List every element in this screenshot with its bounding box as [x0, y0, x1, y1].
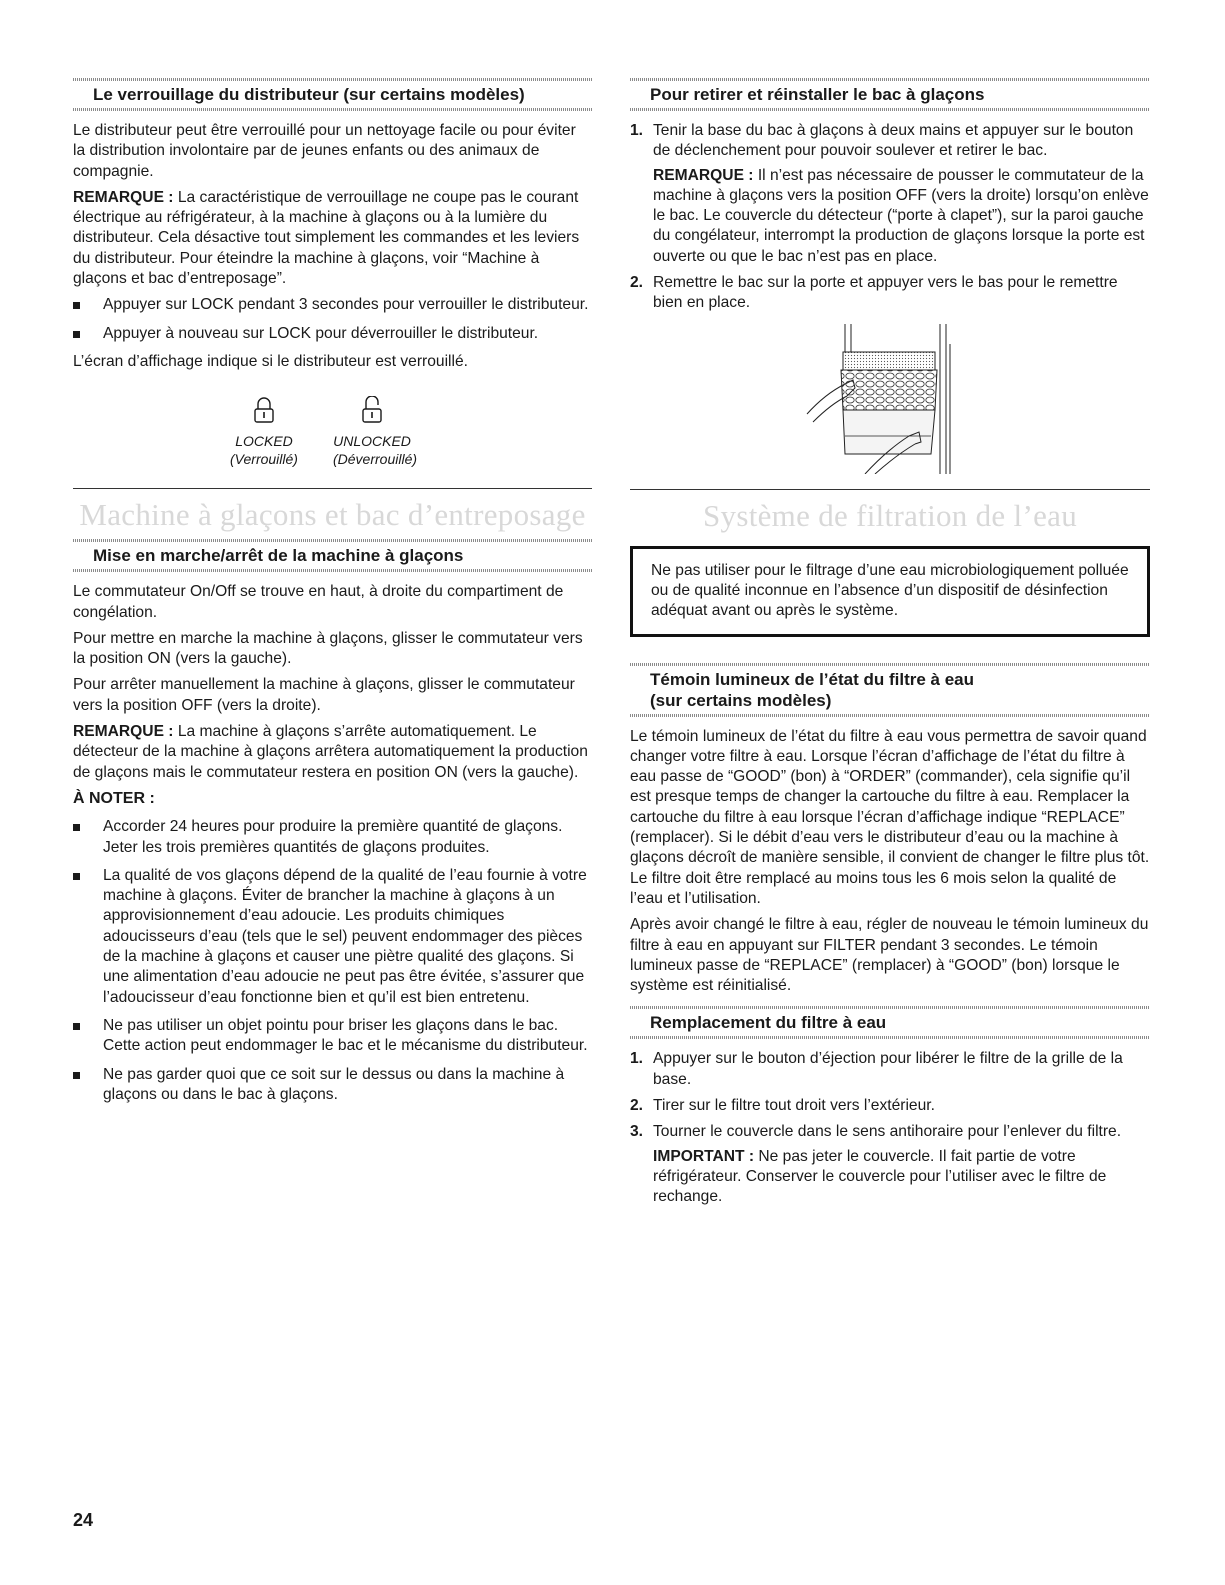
note-text: Ne pas jeter le couvercle. Il fait partie de votre réfrigérateur. Conserver le couvercle pour l’utiliser avec le filtre de rechange.	[653, 1147, 1107, 1206]
heading-remove-ice-bin: Pour retirer et réinstaller le bac à glaçons	[650, 85, 985, 104]
list-item	[630, 1096, 1150, 1116]
heading-filter-replacement: Remplacement du filtre à eau	[650, 1013, 887, 1033]
note-paragraph	[73, 722, 592, 783]
section-title-ice-maker: Machine à glaçons et bac d’entreposage	[79, 497, 586, 533]
note-paragraph	[653, 1147, 1150, 1208]
section-divider	[73, 488, 592, 489]
list-item	[630, 1122, 1150, 1207]
dotted-rule	[73, 569, 592, 572]
lock-icons	[225, 396, 592, 468]
note-text: La caractéristique de verrouillage ne coupe pas le courant électrique au réfrigérateur, à la machine à glaçons ou à la lumière du distributeur. Cela désactive tout simplement les commandes et les leviers du distributeur. Pour éteindre la machine à glaçons, voir “Machine à glaçons et bac d’entreposage”.	[73, 188, 580, 288]
bullet-list	[73, 817, 592, 1105]
note-label: IMPORTANT :	[653, 1147, 755, 1165]
list-item: Accorder 24 heures pour produire la première quantité de glaçons. Jeter les trois premières quantités de glaçons produites.	[73, 817, 592, 858]
section-heading	[630, 1006, 1150, 1039]
list-item	[630, 1049, 1150, 1090]
section-heading	[73, 539, 592, 572]
paragraph: Le distributeur peut être verrouillé pour un nettoyage facile ou pour éviter la distribution involontaire par de jeunes enfants ou des animaux de compagnie.	[73, 122, 576, 180]
section-heading	[630, 663, 1150, 717]
lock-label: LOCKED	[235, 433, 293, 450]
heading-filter-status-subtitle: (sur certains modèles)	[650, 690, 832, 710]
list-item	[630, 273, 1150, 314]
step-text: Appuyer sur le bouton d’éjection pour libérer le filtre de la grille de la base.	[653, 1050, 1123, 1088]
lock-label: UNLOCKED	[333, 433, 411, 450]
note-label: REMARQUE :	[73, 188, 174, 206]
dotted-rule	[630, 108, 1150, 111]
step-text: Tirer sur le filtre tout droit vers l’extérieur.	[653, 1097, 935, 1115]
left-column	[73, 78, 592, 1113]
note-paragraph	[73, 188, 592, 289]
dotted-rule	[630, 714, 1150, 717]
list-item: Appuyer à nouveau sur LOCK pour déverrouiller le distributeur.	[73, 324, 592, 344]
step-text: Tourner le couvercle dans le sens antihoraire pour l’enlever du filtre.	[653, 1123, 1122, 1141]
section-divider	[630, 489, 1150, 490]
section-heading	[630, 78, 1150, 111]
note-label: REMARQUE :	[653, 166, 754, 184]
ice-bin-illustration	[805, 324, 975, 474]
section-title-water-filtration: Système de filtration de l’eau	[703, 497, 1077, 533]
numbered-list	[630, 121, 1150, 314]
list-item: Ne pas utiliser un objet pointu pour briser les glaçons dans le bac. Cette action peut endommager le bac et le mécanisme du distributeur.	[73, 1016, 592, 1057]
list-item: Ne pas garder quoi que ce soit sur le dessus ou dans la machine à glaçons ou dans le bac à glaçons.	[73, 1065, 592, 1106]
note-paragraph	[653, 166, 1150, 267]
notice-label: À NOTER :	[73, 789, 155, 807]
step-number: 1.	[630, 1050, 644, 1068]
dotted-rule	[73, 108, 592, 111]
section-heading	[73, 78, 592, 111]
paragraph: Le témoin lumineux de l’état du filtre à eau vous permettra de savoir quand changer votre filtre à eau. Lorsque l’écran d’affichage de l’état du filtre à eau passe de “GOOD” (bon) à “ORDER” (commander), cela signifie qu’il est presque temps de changer la cartouche du filtre à eau. Remplacer la cartouche du filtre à eau lorsque l’écran d’affichage indique “REPLACE” (remplacer). Si le débit d’eau vers le distributeur d’eau ou la machine à glaçons décroît de manière sensible, il convient de changer le filtre plus tôt. Le filtre doit être remplacé au moins tous les 6 mois selon la qualité de l’eau et l’utilisation.	[630, 727, 1150, 907]
step-text: Remettre le bac sur la porte et appuyer vers le bas pour le remettre bien en place.	[653, 274, 1118, 312]
paragraph: Pour arrêter manuellement la machine à glaçons, glisser le commutateur vers la position OFF (vers la droite).	[73, 676, 575, 714]
dotted-rule	[73, 539, 592, 542]
heading-dispenser-lock: Le verrouillage du distributeur (sur certains modèles)	[93, 85, 525, 104]
heading-ice-maker-switch: Mise en marche/arrêt de la machine à glaçons	[93, 546, 464, 566]
step-number: 2.	[630, 1097, 644, 1115]
list-item: La qualité de vos glaçons dépend de la qualité de l’eau fournie à votre machine à glaçons. Éviter de brancher la machine à glaçons à un approvisionnement d’eau adoucie. Les produits chimiques adoucisseurs d’eau (tels que le sel) peuvent endommager des pièces de la machine à glaçons et causer une piètre qualité des glaçons. Si une alimentation d’eau adoucie ne peut pas être évitée, s’assurer que l’adoucisseur d’eau fonctionne bien et qu’il est bien entretenu.	[73, 866, 592, 1008]
lock-locked	[225, 396, 303, 468]
step-number: 2.	[630, 274, 644, 292]
paragraph: Pour mettre en marche la machine à glaçons, glisser le commutateur vers la position ON (vers la gauche).	[73, 629, 583, 668]
step-number: 1.	[630, 122, 644, 139]
note-label: REMARQUE :	[73, 723, 174, 741]
lock-sublabel: (Déverrouillé)	[333, 451, 418, 468]
paragraph: Après avoir changé le filtre à eau, régler de nouveau le témoin lumineux du filtre à eau en appuyant sur FILTER pendant 3 secondes. Le témoin lumineux passe de “REPLACE” (remplacer) à “GOOD” (bon) lorsque le système est réinitialisé.	[630, 916, 1149, 995]
list-item	[630, 121, 1150, 267]
dotted-rule	[630, 1006, 1150, 1009]
dotted-rule	[73, 78, 592, 81]
lock-sublabel: (Verrouillé)	[230, 451, 298, 468]
note-text: La machine à glaçons s’arrête automatiquement. Le détecteur de la machine à glaçons arrêtera automatiquement la production de glaçons mais le commutateur restera en position ON (vers la gauche).	[73, 723, 588, 781]
dotted-rule	[630, 663, 1150, 666]
unlocked-icon	[361, 396, 383, 424]
list-item: Appuyer sur LOCK pendant 3 secondes pour verrouiller le distributeur.	[73, 295, 592, 315]
paragraph: Le commutateur On/Off se trouve en haut, à droite du compartiment de congélation.	[73, 583, 564, 621]
right-column	[630, 78, 1150, 1216]
numbered-list	[630, 1049, 1150, 1207]
paragraph: L’écran d’affichage indique si le distributeur est verrouillé.	[73, 352, 468, 370]
lock-unlocked	[333, 396, 418, 468]
note-text: Il n’est pas nécessaire de pousser le commutateur de la machine à glaçons vers la position OFF (vers la droite) lorsqu’on enlève le bac. Le couvercle du détecteur (“porte à clapet”), sur la paroi gauche du congélateur, interrompt la production de glaçons lorsque la porte est ouverte ou que le bac n’est pas en place.	[653, 166, 1149, 265]
step-number: 3.	[630, 1123, 644, 1141]
step-text: Tenir la base du bac à glaçons à deux mains et appuyer sur le bouton de déclenchement pour pouvoir soulever et retirer le bac.	[653, 122, 1134, 160]
locked-icon	[253, 396, 275, 424]
bullet-list	[73, 295, 592, 344]
dotted-rule	[630, 78, 1150, 81]
dotted-rule	[630, 1036, 1150, 1039]
page-number: 24	[73, 1510, 94, 1530]
warning-box	[630, 546, 1150, 637]
heading-filter-status: Témoin lumineux de l’état du filtre à eau	[650, 669, 975, 689]
warning-text: Ne pas utiliser pour le filtrage d’une eau microbiologiquement polluée ou de qualité inconnue en l’absence d’un dispositif de désinfection adéquat avant ou après le système.	[651, 561, 1129, 620]
